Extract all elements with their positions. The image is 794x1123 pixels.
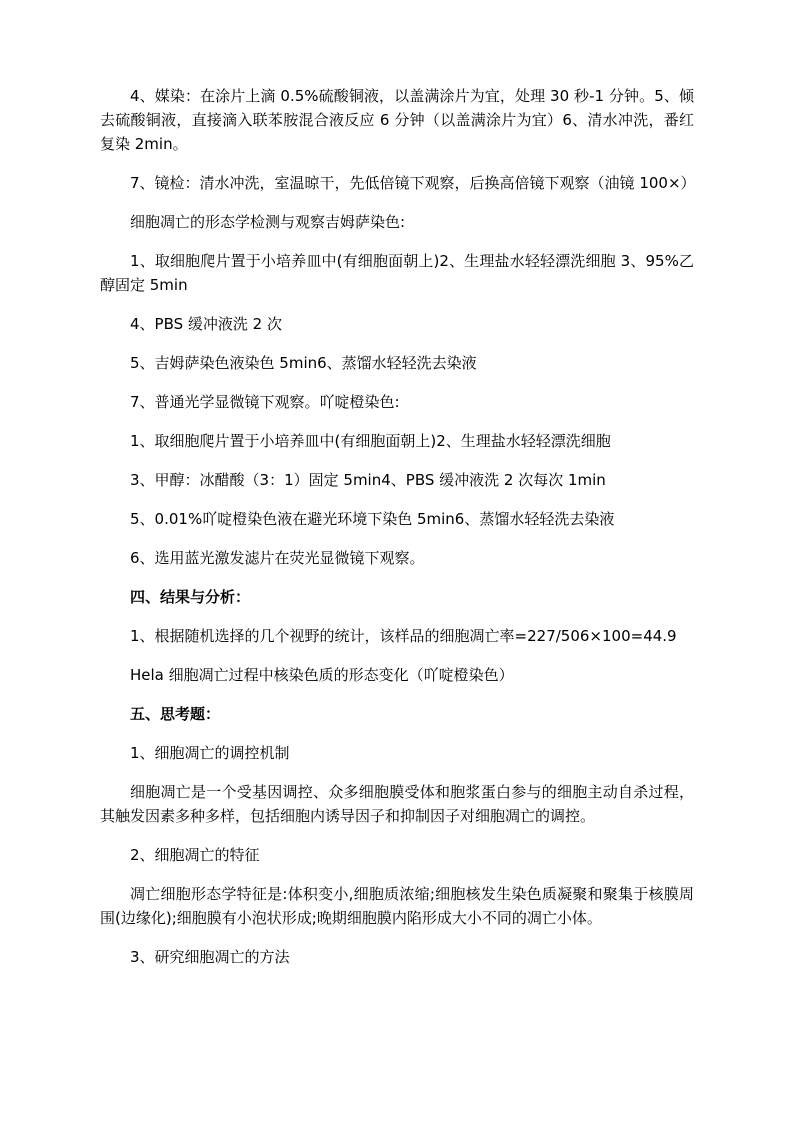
answer-features: 凋亡细胞形态学特征是:体积变小,细胞质浓缩;细胞核发生染色质凝聚和聚集于核膜周围(边缘化);细胞膜有小泡状形成;晚期细胞膜内陷形成大小不同的凋亡小体。 [100, 885, 694, 927]
paragraph-acridine-step-6: 6、选用蓝光激发滤片在荧光显微镜下观察。 [130, 549, 425, 567]
paragraph-acridine-step-1: 1、取细胞爬片置于小培养皿中(有细胞面朝上)2、生理盐水轻轻漂洗细胞 [130, 432, 611, 450]
answer-regulation: 细胞凋亡是一个受基因调控、众多细胞膜受体和胞浆蛋白参与的细胞主动自杀过程，其触发因素多种多样，包括细胞内诱导因子和抑制因子对细胞凋亡的调控。 [100, 783, 694, 825]
question-regulation-title: 1、细胞凋亡的调控机制 [130, 744, 290, 762]
paragraph-giemsa-step-5: 5、吉姆萨染色液染色 5min6、蒸馏水轻轻洗去染液 [130, 354, 477, 372]
paragraph-acridine-step-5: 5、0.01%吖啶橙染色液在避光环境下染色 5min6、蒸馏水轻轻洗去染液 [130, 510, 615, 528]
document-body [100, 84, 694, 969]
paragraph-acridine-step-3: 3、甲醇：冰醋酸（3：1）固定 5min4、PBS 缓冲液洗 2 次每次 1min [130, 471, 606, 489]
paragraph-hela-caption: Hela 细胞凋亡过程中核染色质的形态变化（吖啶橙染色） [130, 666, 514, 684]
section-heading-questions: 五、思考题： [130, 705, 221, 723]
paragraph-giemsa-step-1: 1、取细胞爬片置于小培养皿中(有细胞面朝上)2、生理盐水轻轻漂洗细胞 3、95%乙醇固定 5min [100, 252, 694, 294]
paragraph-acridine-title: 7、普通光学显微镜下观察。吖啶橙染色: [130, 393, 400, 411]
section-heading-results: 四、结果与分析： [130, 588, 251, 606]
question-features-title: 2、细胞凋亡的特征 [130, 846, 260, 864]
paragraph-mordant-staining: 4、媒染：在涂片上滴 0.5%硫酸铜液，以盖满涂片为宜，处理 30 秒-1 分钟。5、倾去硫酸铜液，直接滴入联苯胺混合液反应 6 分钟（以盖满涂片为宜）6、清水冲洗，番红复染 2min。 [100, 87, 694, 153]
paragraph-giemsa-title: 细胞凋亡的形态学检测与观察吉姆萨染色: [130, 213, 406, 231]
paragraph-apoptosis-rate: 1、根据随机选择的几个视野的统计，该样品的细胞凋亡率=227/506×100=44.9 [130, 627, 677, 645]
paragraph-microscopy-check: 7、镜检：清水冲洗，室温晾干，先低倍镜下观察，后换高倍镜下观察（油镜 100×） [130, 174, 696, 192]
question-methods-title: 3、研究细胞凋亡的方法 [130, 948, 290, 966]
paragraph-giemsa-step-4: 4、PBS 缓冲液洗 2 次 [130, 315, 282, 333]
